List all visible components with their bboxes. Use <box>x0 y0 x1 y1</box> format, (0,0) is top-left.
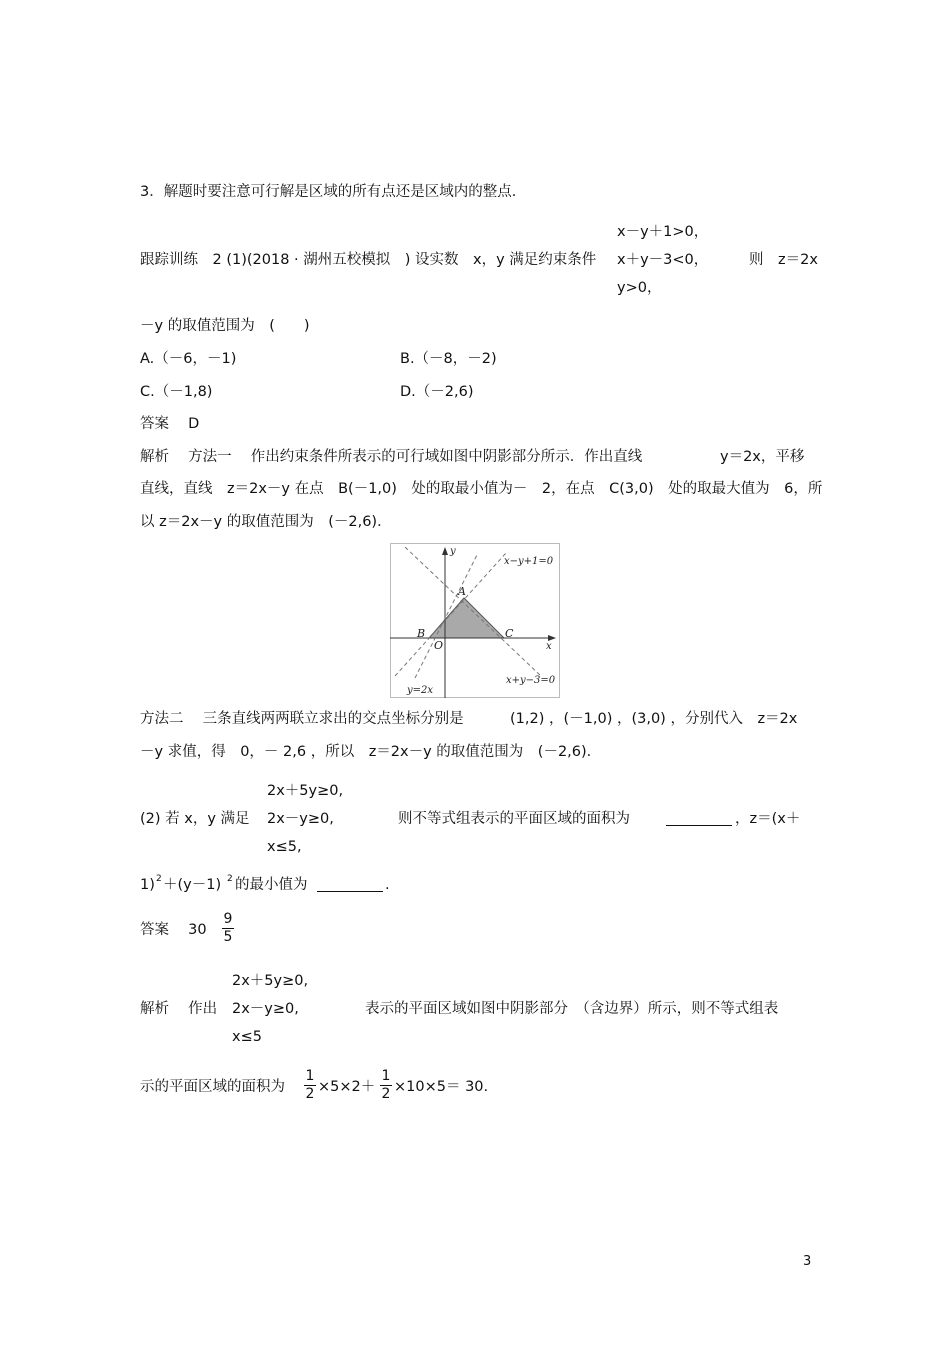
problem2-line2-c: 的最小值为 <box>235 877 308 893</box>
feasible-region-graph <box>390 543 560 698</box>
answer-2-denominator: 5 <box>223 929 233 945</box>
problem2-line2-a: 1) <box>140 877 155 893</box>
page-number: 3 <box>803 1254 812 1269</box>
fraction-2-numerator: 1 <box>381 1068 391 1084</box>
option-c: C.（－1,8) <box>140 384 213 400</box>
solution3-end: ×10×5＝ 30. <box>394 1079 489 1095</box>
solution1-line1: 解析 方法一 作出约束条件所表示的可行域如图中阴影部分所示．作出直线 <box>140 449 643 465</box>
label-point-o: O <box>434 639 444 652</box>
label-point-b: B <box>417 627 426 640</box>
answer-2-fraction <box>221 911 235 946</box>
problem2-mid: 则不等式组表示的平面区域的面积为 <box>398 811 630 827</box>
answer-2-numerator: 9 <box>223 911 233 927</box>
problem1-cont: －y 的取值范围为 ( ) <box>140 318 310 334</box>
problem1-tail: 则 z＝2x <box>749 252 818 268</box>
constraint-1: x－y＋1>0， <box>617 224 709 240</box>
superscript-2a: 2 <box>156 874 162 884</box>
fraction-1-numerator: 1 <box>305 1068 315 1084</box>
solution3-mid: ×5×2＋ <box>318 1079 376 1095</box>
problem2-tail: ，z＝(x＋ <box>735 811 801 827</box>
y-axis-arrow <box>442 547 448 555</box>
solution1-line1-end: y＝2x，平移 <box>720 449 805 465</box>
solution1-line2: 直线，直线 z＝2x－y 在点 B(－1,0) 处的取最小值为－ 2，在点 C(3,0) 处的取最大值为 6，所 <box>140 481 823 497</box>
fraction-1-denominator: 2 <box>305 1086 315 1102</box>
solution3-line2: 示的平面区域的面积为 <box>140 1079 285 1095</box>
label-y-axis: y <box>450 546 456 557</box>
option-d: D.（－2,6) <box>400 384 474 400</box>
sol3-constraint-1: 2x＋5y≥0, <box>232 973 309 989</box>
shaded-region <box>429 598 504 638</box>
sol3-constraint-2: 2x－y≥0, <box>232 1001 299 1017</box>
sol3-constraint-3: x≤5 <box>232 1029 262 1045</box>
label-top-line: x−y+1=0 <box>504 556 554 567</box>
problem2-line2-b: ＋(y－1) <box>163 877 222 893</box>
label-y-2x: y=2x <box>407 685 434 696</box>
constraint-3: y>0， <box>617 280 662 296</box>
solution3-tail: 表示的平面区域如图中阴影部分 （含边界）所示，则不等式组表 <box>365 1001 779 1017</box>
constraint-2: x＋y－3<0， <box>617 252 709 268</box>
p2-constraint-3: x≤5, <box>267 839 302 855</box>
answer-2-label: 答案 30 <box>140 922 207 938</box>
p2-constraint-2: 2x－y≥0, <box>267 811 334 827</box>
label-x-axis: x <box>546 641 552 652</box>
solution1-line3: 以 z＝2x－y 的取值范围为 (－2,6)． <box>140 514 392 530</box>
fraction-half-1 <box>303 1068 317 1103</box>
label-point-a: A <box>458 585 466 598</box>
option-b: B.（－8，－2) <box>400 351 497 367</box>
problem2-lead: (2) 若 x，y 满足 <box>140 811 250 827</box>
superscript-2b: 2 <box>227 874 233 884</box>
fraction-half-2 <box>379 1068 393 1103</box>
solution2-line2: －y 求值，得 0，－ 2,6 ，所以 z＝2x－y 的取值范围为 (－2,6)． <box>140 744 602 760</box>
solution2-line1: 方法二 三条直线两两联立求出的交点坐标分别是 <box>140 711 464 727</box>
problem2-line2-d: . <box>385 877 390 893</box>
label-point-c: C <box>505 627 514 640</box>
answer-blank-2[interactable] <box>317 881 383 896</box>
p2-constraint-1: 2x＋5y≥0, <box>267 783 344 799</box>
option-a: A.（－6，－1) <box>140 351 237 367</box>
answer-1: 答案 D <box>140 416 200 432</box>
problem1-lead: 跟踪训练 2 (1)(2018 · 湖州五校模拟 ) 设实数 x，y 满足约束条件 <box>140 252 597 268</box>
note-3: 3．解题时要注意可行解是区域的所有点还是区域内的整点. <box>140 184 517 200</box>
fraction-2-denominator: 2 <box>381 1086 391 1102</box>
solution3-lead: 解析 作出 <box>140 1001 218 1017</box>
answer-blank-1[interactable] <box>666 815 732 830</box>
solution2-line1-end: (1,2) ，(－1,0) ，(3,0) ，分别代入 z＝2x <box>510 711 798 727</box>
label-bottom-line: x+y−3=0 <box>506 675 556 686</box>
